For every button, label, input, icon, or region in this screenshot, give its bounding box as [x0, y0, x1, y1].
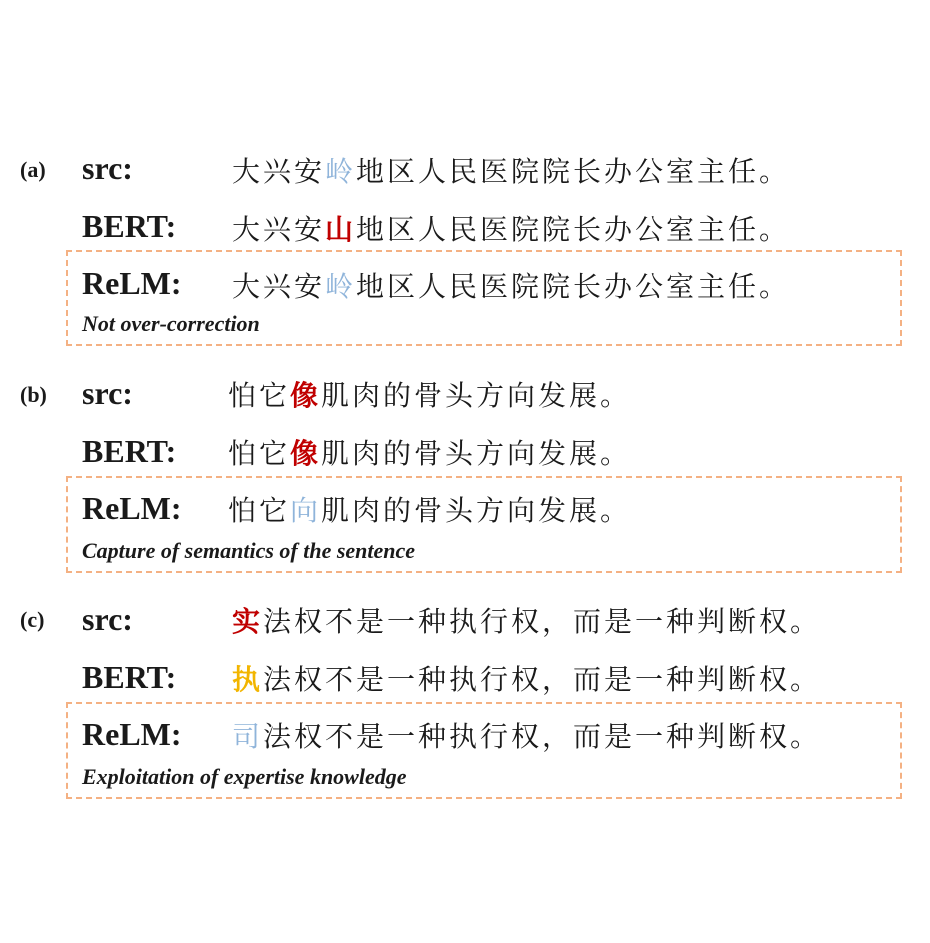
- box-caption: Exploitation of expertise knowledge: [82, 764, 407, 789]
- sentence-relm: [232, 265, 790, 305]
- sentence-src: [228, 374, 631, 414]
- sentence-post: 法权不是一种执行权，而是一种判断权。: [263, 663, 822, 696]
- sentence-pre: 大兴安: [232, 213, 326, 246]
- role-relm: ReLM:: [82, 716, 182, 752]
- sentence-src: [232, 150, 790, 190]
- role-bert: BERT:: [82, 208, 177, 244]
- highlighted-char: 岭: [325, 270, 357, 303]
- sentence-pre: 怕它: [228, 437, 291, 470]
- sentence-pre: 大兴安: [232, 155, 326, 188]
- sentence-relm: [228, 489, 631, 529]
- sentence-bert: [232, 658, 821, 698]
- sentence-post: 地区人民医院院长办公室主任。: [356, 213, 791, 246]
- sentence-pre: 大兴安: [232, 270, 326, 303]
- panel-label-a: (a): [20, 157, 46, 182]
- sentence-src: [232, 600, 821, 640]
- highlighted-char: 山: [325, 213, 357, 246]
- sentence-post: 地区人民医院院长办公室主任。: [356, 155, 791, 188]
- role-relm: ReLM:: [82, 490, 182, 526]
- sentence-bert: [232, 208, 790, 248]
- sentence-post: 法权不是一种执行权，而是一种判断权。: [263, 720, 822, 753]
- sentence-relm: [232, 715, 821, 755]
- highlighted-char: 实: [232, 605, 264, 638]
- sentence-post: 肌肉的骨头方向发展。: [321, 379, 632, 412]
- box-caption: Capture of semantics of the sentence: [82, 538, 416, 563]
- sentence-pre: 怕它: [228, 379, 291, 412]
- highlighted-char: 像: [290, 379, 322, 412]
- role-src: src:: [82, 375, 133, 411]
- highlighted-char: 岭: [325, 155, 357, 188]
- sentence-post: 地区人民医院院长办公室主任。: [356, 270, 791, 303]
- highlighted-char: 司: [232, 720, 264, 753]
- role-bert: BERT:: [82, 433, 177, 469]
- highlighted-char: 向: [290, 494, 322, 527]
- highlighted-char: 执: [232, 663, 264, 696]
- sentence-bert: [228, 432, 631, 472]
- box-caption: Not over-correction: [82, 311, 260, 336]
- sentence-post: 肌肉的骨头方向发展。: [321, 494, 632, 527]
- panel-label-b: (b): [20, 382, 47, 407]
- highlighted-char: 像: [290, 437, 322, 470]
- role-bert: BERT:: [82, 659, 177, 695]
- role-relm: ReLM:: [82, 265, 182, 301]
- panel-label-c: (c): [20, 607, 45, 632]
- role-src: src:: [82, 601, 133, 637]
- sentence-pre: 怕它: [228, 494, 291, 527]
- sentence-post: 法权不是一种执行权，而是一种判断权。: [263, 605, 822, 638]
- sentence-post: 肌肉的骨头方向发展。: [321, 437, 632, 470]
- role-src: src:: [82, 150, 133, 186]
